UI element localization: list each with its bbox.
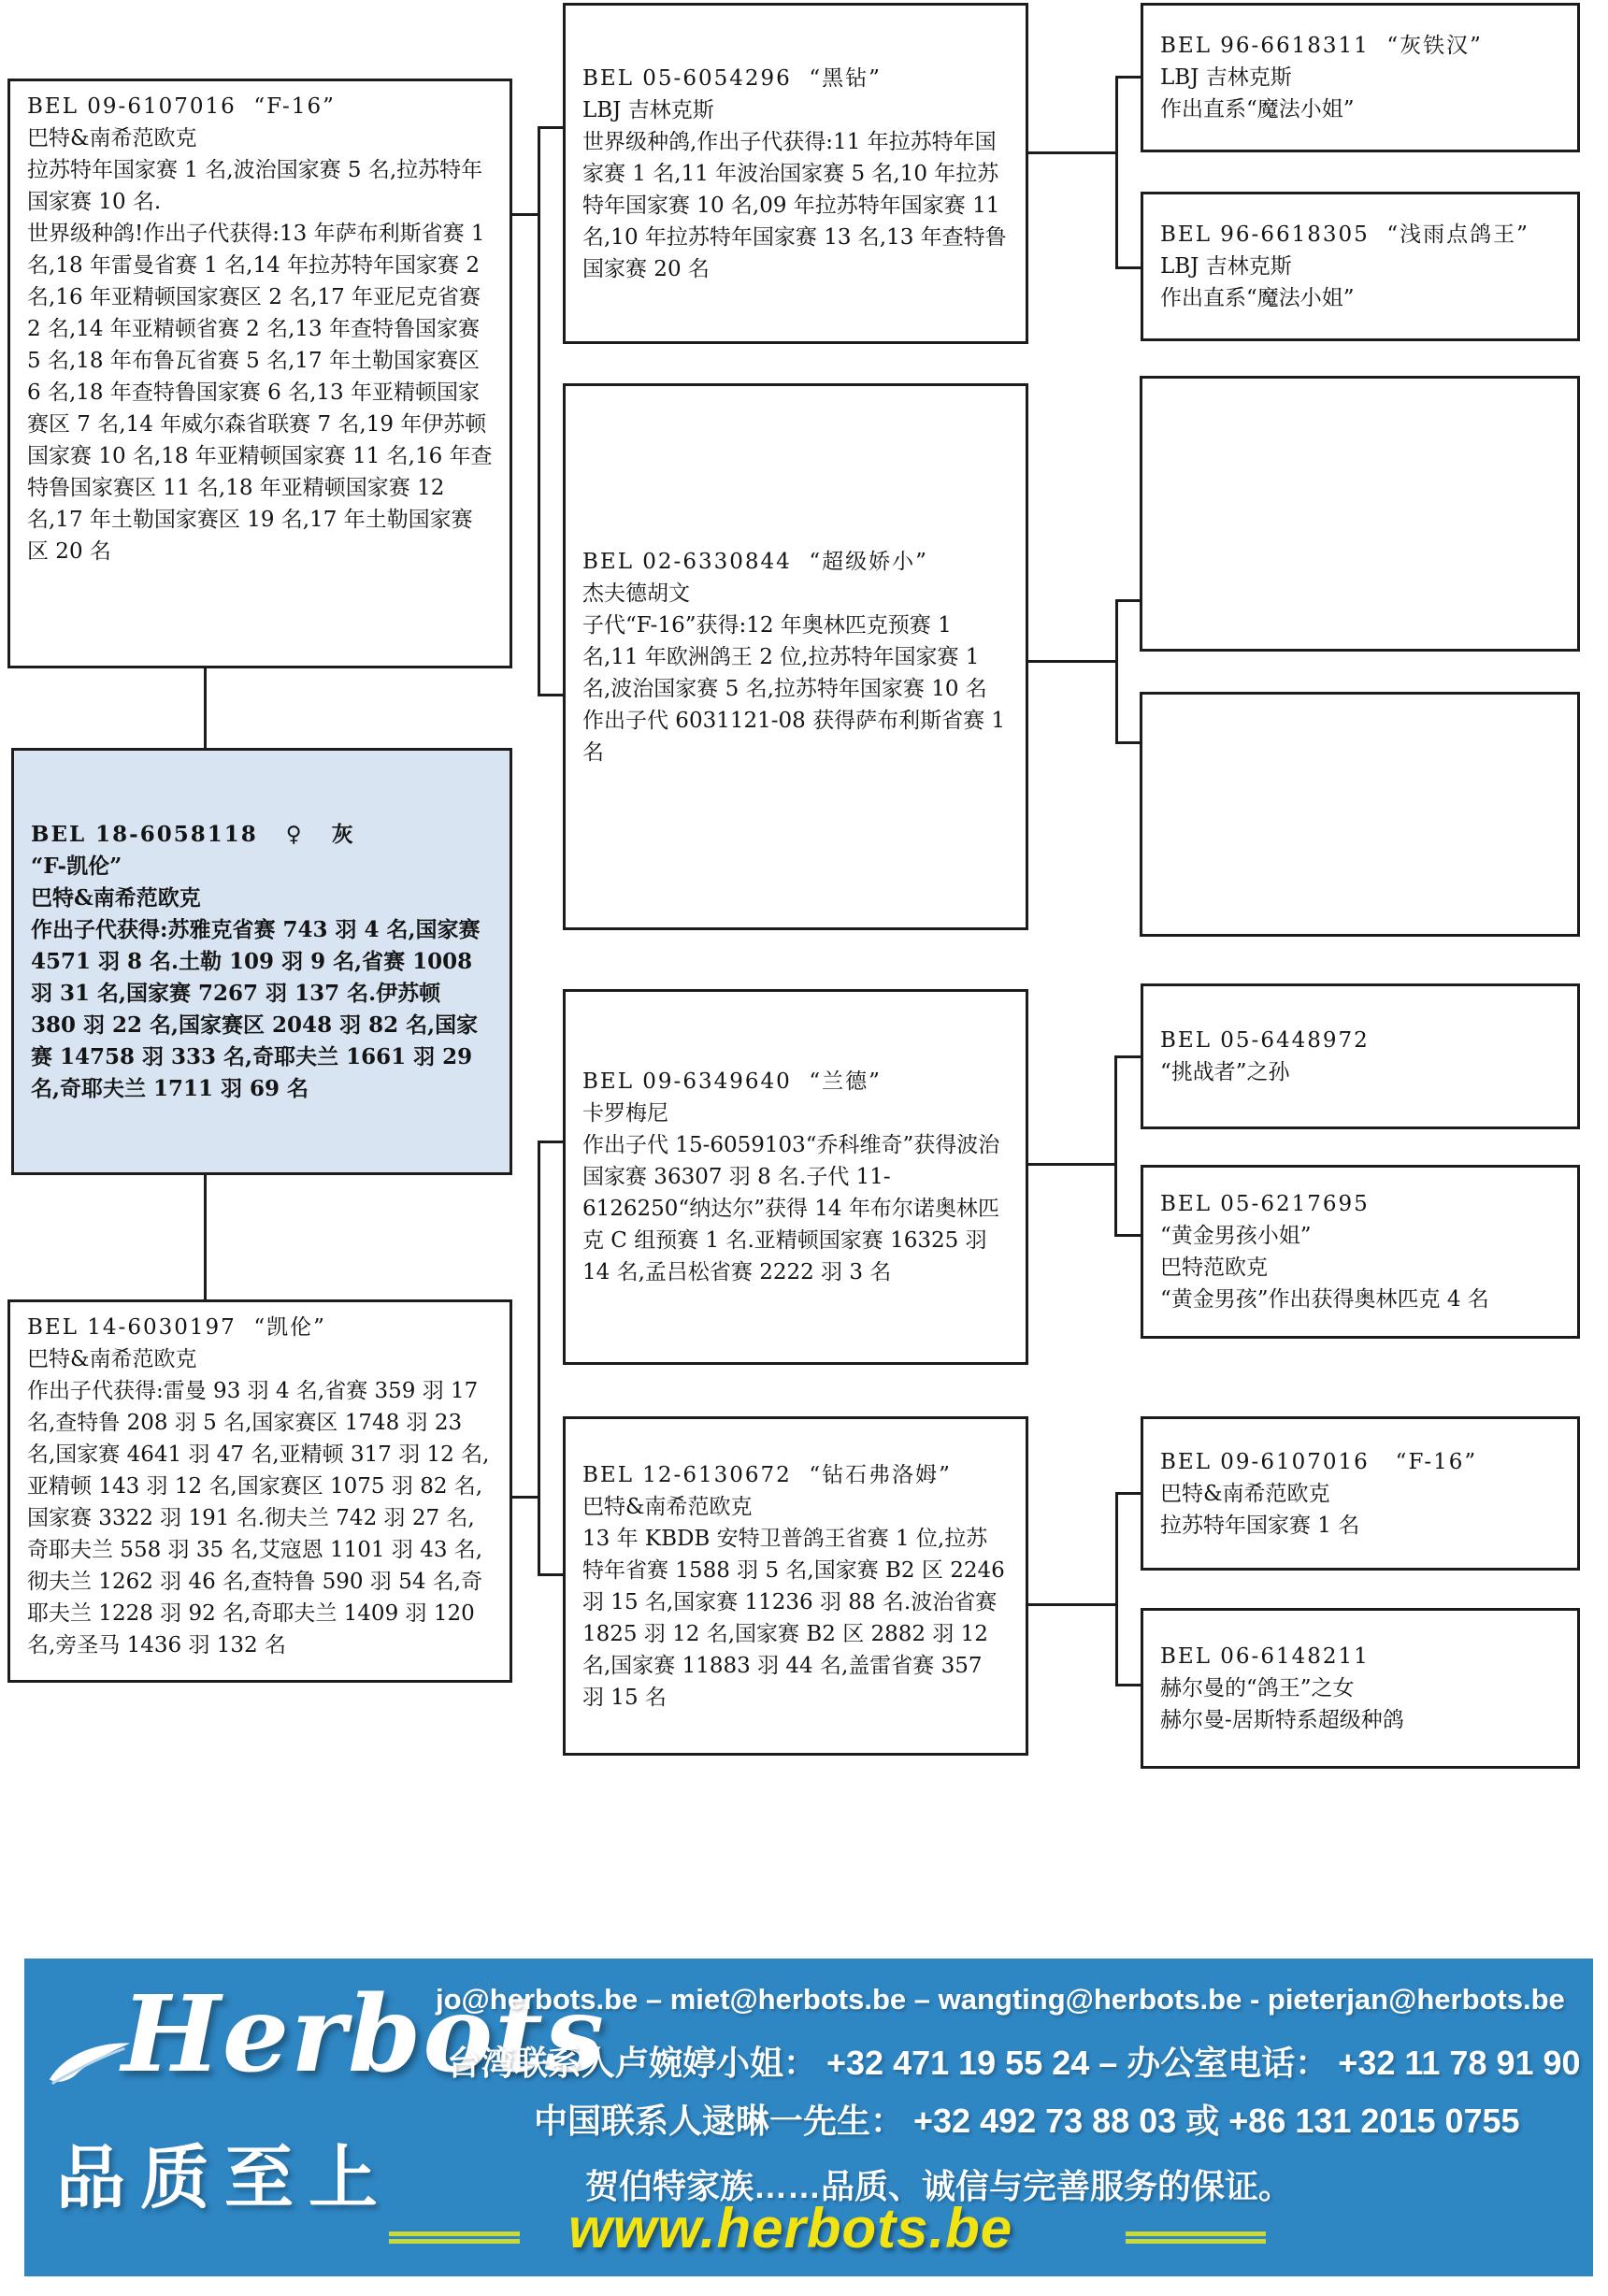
ring-number: BEL 12-6130672 “钻石弗洛姆” — [582, 1462, 952, 1487]
results-text: 拉苏特年国家赛 1 名 — [1160, 1513, 1360, 1538]
brand-slogan: 品质至上 — [56, 2139, 393, 2217]
pedigree-box-dam-dam — [563, 1416, 1028, 1756]
connector-line — [1115, 599, 1118, 744]
lineage-text: 赫尔曼-居斯特系超级种鸽 — [1160, 1708, 1404, 1732]
offspring-text: 作出子代获得:雷曼 93 羽 4 名,省赛 359 羽 17 名,查特鲁 208 羽 5 名,国家赛区 1748 羽 23 名,国家赛 4641 羽 47 名,亚精顿 317 羽 12 名,亚精顿 143 羽 12 名,国家赛区 1075 羽 82 名,国家赛 3322 羽 191 名.彻夫兰 742 羽 27 名,奇耶夫兰 558 羽 35 名,艾寇恩 1101 羽 43 名,彻夫兰 1262 羽 46 名,查特鲁 590 羽 54 名,奇耶夫兰 1228 羽 92 名,奇耶夫兰 1409 羽 120 名,旁圣马 1436 羽 132 名 — [27, 1379, 490, 1657]
fancier-name: 巴特&南希范欧克 — [31, 884, 201, 911]
fancier-name: 巴特&南希范欧克 — [1160, 1481, 1330, 1506]
pedigree-box-dd-sire — [1141, 1416, 1580, 1571]
connector-line — [538, 1573, 563, 1576]
connector-line — [204, 1175, 207, 1299]
connector-line — [1114, 1055, 1117, 1237]
offspring-text: 世界级种鸽,作出子代获得:11 年拉苏特年国家赛 1 名,11 年波治国家赛 5 名,10 年拉苏特年国家赛 10 名,09 年拉苏特年国家赛 11 名,10 年拉苏特年国家赛 13 名,13 年查特鲁国家赛 20 名 — [582, 129, 1007, 281]
offspring-text: 作出直系“魔法小姐” — [1160, 97, 1355, 122]
connector-line — [512, 1496, 538, 1499]
connector-line — [1115, 1492, 1118, 1686]
ring-number: BEL 14-6030197 “凯伦” — [27, 1315, 326, 1340]
connector-line — [1028, 151, 1115, 154]
contact-taiwan: 台湾联系人卢婉婷小姐： +32 471 19 55 24 – 办公室电话： +32 11 78 91 90 — [447, 2044, 1581, 2082]
ring-number: BEL 05-6054296 “黑钻” — [582, 65, 882, 91]
fancier-name: 巴特&南希范欧克 — [582, 1494, 753, 1519]
lineage-text: “挑战者”之孙 — [1160, 1060, 1290, 1084]
connector-line — [512, 213, 538, 216]
offspring-text: 作出直系“魔法小姐” — [1160, 286, 1355, 310]
pedigree-box-sd-dam-empty — [1140, 692, 1580, 937]
website-url: www.herbots.be — [568, 2197, 1013, 2260]
ring-number: BEL 06-6148211 — [1160, 1644, 1370, 1669]
pedigree-box-dam — [7, 1299, 512, 1683]
fancier-name: LBJ 吉林克斯 — [1160, 254, 1292, 279]
connector-line — [1114, 1234, 1141, 1237]
decorative-double-line — [1126, 2231, 1266, 2244]
pigeon-name: “F-凯伦” — [31, 853, 122, 879]
pedigree-box-dd-dam — [1141, 1608, 1580, 1769]
footer-banner — [24, 1959, 1593, 2276]
contact-china: 中国联系人逯晽一先生： +32 492 73 88 03 或 +86 131 2015 0755 — [534, 2102, 1520, 2140]
contact-emails: jo@herbots.be – miet@herbots.be – wangting@herbots.be - pieterjan@herbots.be — [436, 1983, 1565, 2016]
fancier-name: 卡罗梅尼 — [582, 1101, 668, 1126]
pedigree-box-sire-dam — [563, 383, 1028, 930]
results-text: 拉苏特年国家赛 1 名,波治国家赛 5 名,拉苏特年国家赛 10 名. — [27, 158, 483, 214]
offspring-text: 作出子代获得:苏雅克省赛 743 羽 4 名,国家赛 4571 羽 8 名.土勒 109 羽 9 名,省赛 1008 羽 31 名,国家赛 7267 羽 137 名.伊苏顿 380 羽 22 名,国家赛区 2048 羽 82 名,国家赛 14758 羽 333 名,奇耶夫兰 1661 羽 29 名,奇耶夫兰 1711 羽 69 名 — [31, 916, 481, 1101]
decorative-double-line — [389, 2231, 520, 2244]
fancier-name: LBJ 吉林克斯 — [582, 97, 714, 122]
ring-number: BEL 05-6448972 — [1160, 1028, 1370, 1053]
offspring-text: “黄金男孩”作出获得奥林匹克 4 名 — [1160, 1287, 1489, 1312]
connector-line — [1028, 1603, 1115, 1606]
connector-line — [538, 1141, 563, 1143]
connector-line — [538, 126, 540, 696]
connector-line — [1114, 1055, 1141, 1058]
pedigree-box-subject — [11, 748, 512, 1175]
connector-line — [1115, 1684, 1141, 1686]
pedigree-box-sire — [7, 79, 512, 668]
fancier-name: 杰夫德胡文 — [582, 581, 690, 606]
ring-number: BEL 09-6107016 “F-16” — [1160, 1449, 1478, 1474]
feather-icon — [47, 2039, 133, 2098]
connector-line — [538, 126, 563, 129]
ring-number: BEL 09-6107016 “F-16” — [27, 94, 336, 119]
pedigree-box-ds-dam — [1141, 1165, 1580, 1339]
pedigree-box-dam-sire — [563, 989, 1028, 1365]
pigeon-name: “黄金男孩小姐” — [1160, 1224, 1312, 1248]
pedigree-box-sd-sire-empty — [1140, 376, 1580, 652]
connector-line — [1028, 1163, 1114, 1166]
connector-line — [1115, 266, 1141, 269]
ring-number: BEL 96-6618311 “灰铁汉” — [1160, 34, 1483, 58]
connector-line — [1115, 1492, 1141, 1495]
pedigree-box-ss-dam — [1141, 192, 1580, 341]
offspring-text: 作出子代 15-6059103“乔科维奇”获得波治国家赛 36307 羽 8 名.子代 11-6126250“纳达尔”获得 14 年布尔诺奥林匹克 C 组预赛 1 名.亚精顿国家赛 16325 羽 14 名,孟吕松省赛 2222 羽 3 名 — [582, 1133, 1000, 1284]
ring-number: BEL 05-6217695 — [1160, 1192, 1370, 1216]
connector-line — [1115, 599, 1141, 602]
pedigree-box-ds-sire — [1141, 983, 1580, 1129]
fancier-name: 巴特&南希范欧克 — [27, 126, 197, 151]
ring-number: BEL 09-6349640 “兰德” — [582, 1069, 882, 1094]
lineage-text: 赫尔曼的“鸽王”之女 — [1160, 1676, 1355, 1700]
connector-line — [1115, 741, 1141, 744]
pedigree-box-sire-sire — [563, 3, 1028, 344]
ring-number: BEL 18-6058118 ♀ 灰 — [31, 821, 355, 847]
pedigree-box-ss-sire — [1141, 3, 1580, 152]
herbots-logo — [41, 1973, 606, 2142]
ring-number: BEL 96-6618305 “浅雨点鸽王” — [1160, 222, 1529, 247]
fancier-name: 巴特范欧克 — [1160, 1256, 1268, 1280]
results-text: 13 年 KBDB 安特卫普鸽王省赛 1 位,拉苏特年省赛 1588 羽 5 名,国家赛 B2 区 2246 羽 15 名,国家赛 11236 羽 88 名.波治省赛 1825 羽 12 名,国家赛 B2 区 2882 羽 12 名,国家赛 11883 羽 44 名,盖雷省赛 357 羽 15 名 — [582, 1526, 1005, 1710]
connector-line — [1115, 76, 1141, 79]
results-text: 子代“F-16”获得:12 年奥林匹克预赛 1 名,11 年欧洲鸽王 2 位,拉苏特年国家赛 1 名,波治国家赛 5 名,拉苏特年国家赛 10 名 — [582, 612, 987, 701]
connector-line — [538, 694, 563, 696]
ring-number: BEL 02-6330844 “超级娇小” — [582, 549, 928, 574]
offspring-text: 世界级种鸽!作出子代获得:13 年萨布利斯省赛 1 名,18 年雷曼省赛 1 名,14 年拉苏特年国家赛 2 名,16 年亚精顿国家赛区 2 名,17 年亚尼克省赛 2 名,14 年亚精顿省赛 2 名,13 年查特鲁国家赛 5 名,18 年布鲁瓦省赛 5 名,17 年土勒国家赛区 6 名,18 年查特鲁国家赛 6 名,13 年亚精顿国家赛区 7 名,14 年威尔森省联赛 7 名,19 年伊苏顿国家赛 10 名,18 年亚精顿国家赛 11 名,16 年查特鲁国家赛区 11 名,18 年亚精顿国家赛 12 名,17 年土勒国家赛区 19 名,17 年土勒国家赛区 20 名 — [27, 222, 493, 564]
brand-name: Herbots — [122, 1973, 606, 2096]
offspring-text: 作出子代 6031121-08 获得萨布利斯省赛 1 名 — [582, 708, 1006, 765]
fancier-name: LBJ 吉林克斯 — [1160, 65, 1292, 90]
connector-line — [1028, 660, 1115, 663]
connector-line — [538, 1141, 540, 1576]
footer-tagline: 贺伯特家族……品质、诚信与完善服务的保证。 — [585, 2167, 1293, 2205]
connector-line — [204, 668, 207, 748]
connector-line — [1115, 76, 1118, 269]
fancier-name: 巴特&南希范欧克 — [27, 1347, 197, 1371]
